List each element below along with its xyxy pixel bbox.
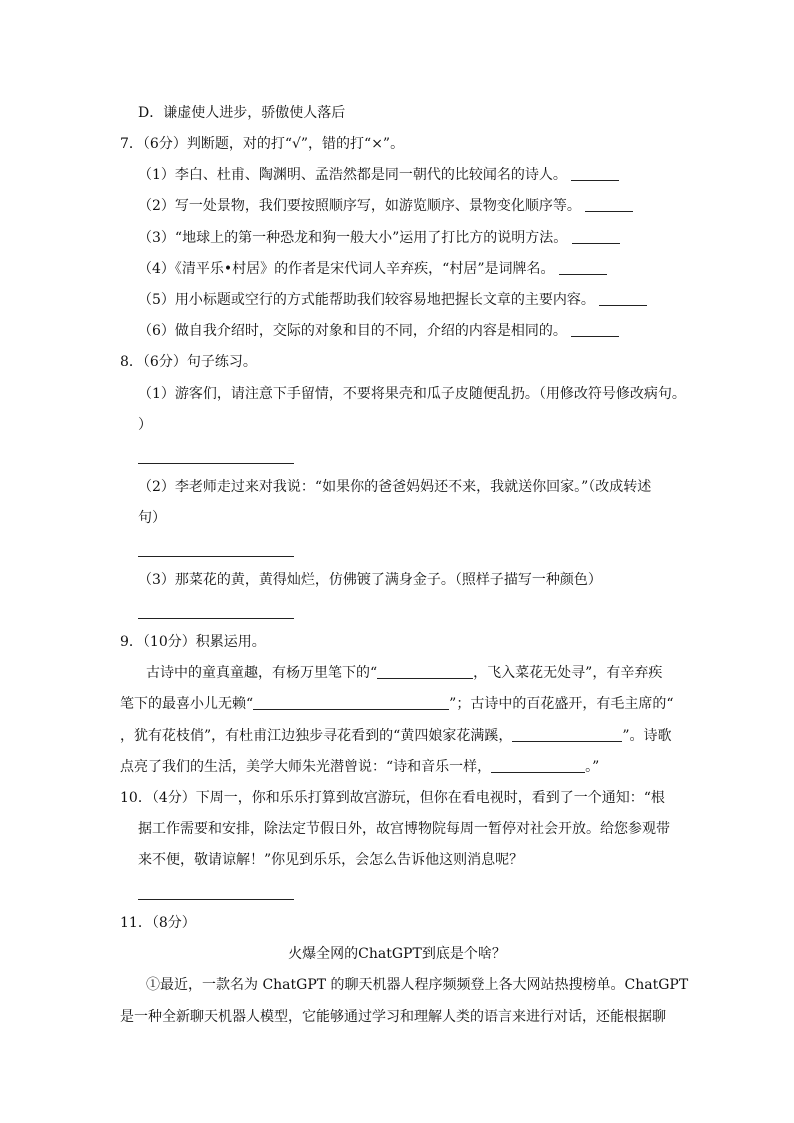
q9-line-3: ，犹有花枝俏”，有杜甫江边独步寻花看到的“黄四娘家花满蹊， ”。诗歌: [120, 728, 672, 744]
q9-line-2: 笔下的最喜小儿无赖“ ”；古诗中的百花盛开，有毛主席的“: [120, 696, 674, 712]
answer-blank[interactable]: [572, 229, 620, 244]
answer-line[interactable]: [138, 899, 294, 900]
answer-blank[interactable]: [585, 197, 633, 212]
answer-blank[interactable]: [571, 322, 619, 337]
answer-line[interactable]: [138, 556, 294, 557]
answer-blank[interactable]: [377, 664, 473, 679]
q9-line-1: 古诗中的童真童趣，有杨万里笔下的“ ，飞入菜花无处寻”，有辛弃疾: [146, 665, 663, 681]
q8-sentence-2-cont: 句）: [138, 510, 166, 526]
answer-blank[interactable]: [491, 758, 585, 773]
q8-stem: 8．（6分）句子练习。: [120, 354, 257, 370]
q7-item: （2）写一处景物，我们要按照顺序写，如游览顺序、景物变化顺序等。: [138, 197, 633, 215]
passage-paragraph-cont: 是一种全新聊天机器人模型，它能够通过学习和理解人类的语言来进行对话，还能根据聊: [120, 1009, 666, 1025]
passage-title: 火爆全网的ChatGPT到底是个啥？: [288, 946, 506, 962]
q7-item: （6）做自我介绍时，交际的对象和目的不同，介绍的内容是相同的。: [138, 322, 619, 340]
q8-sentence-3: （3）那菜花的黄，黄得灿烂，仿佛镀了满身金子。（照样子描写一种颜色）: [138, 572, 602, 588]
q6-option-d: D．谦虚使人进步，骄傲使人落后: [138, 105, 346, 121]
q8-sentence-2: （2）李老师走过来对我说：“如果你的爸爸妈妈还不来，我就送你回家。”（改成转述: [138, 479, 652, 495]
passage-paragraph: ①最近，一款名为 ChatGPT 的聊天机器人程序频频登上各大网站热搜榜单。ChatGPT: [146, 977, 689, 993]
q8-sentence-1-cont: ）: [138, 417, 152, 433]
q10-line-2: 据工作需要和安排，除法定节假日外，故宫博物院每周一暂停对社会开放。给您参观带: [138, 821, 670, 837]
answer-line[interactable]: [138, 463, 294, 464]
answer-blank[interactable]: [571, 166, 619, 181]
answer-blank[interactable]: [559, 260, 607, 275]
q9-line-4: 点亮了我们的生活，美学大师朱光潜曾说：“诗和音乐一样， 。”: [120, 759, 600, 775]
q7-item: （4）《清平乐•村居》的作者是宋代词人辛弃疾，“村居”是词牌名。: [138, 260, 607, 278]
q9-stem: 9．（10分）积累运用。: [120, 634, 266, 650]
q11-stem: 11．（8分）: [120, 915, 196, 931]
q7-item: （1）李白、杜甫、陶渊明、孟浩然都是同一朝代的比较闻名的诗人。: [138, 166, 619, 184]
answer-blank[interactable]: [599, 291, 647, 306]
q10-line-3: 来不便，敬请谅解！”你见到乐乐，会怎么告诉他这则消息呢？: [138, 852, 524, 868]
q7-item: （5）用小标题或空行的方式能帮助我们较容易地把握长文章的主要内容。: [138, 291, 647, 309]
q10-line-1: 10．（4分）下周一，你和乐乐打算到故宫游玩，但你在看电视时，看到了一个通知：“根: [120, 790, 665, 806]
answer-line[interactable]: [138, 618, 294, 619]
answer-blank[interactable]: [512, 727, 622, 742]
q7-stem: 7．（6分）判断题，对的打“√”，错的打“×”。: [120, 136, 405, 152]
answer-blank[interactable]: [253, 695, 449, 710]
q8-sentence-1: （1）游客们，请注意下手留情，不要将果壳和瓜子皮随便乱扔。（用修改符号修改病句。: [138, 386, 686, 402]
q7-item: （3）“地球上的第一种恐龙和狗一般大小”运用了打比方的说明方法。: [138, 229, 620, 247]
